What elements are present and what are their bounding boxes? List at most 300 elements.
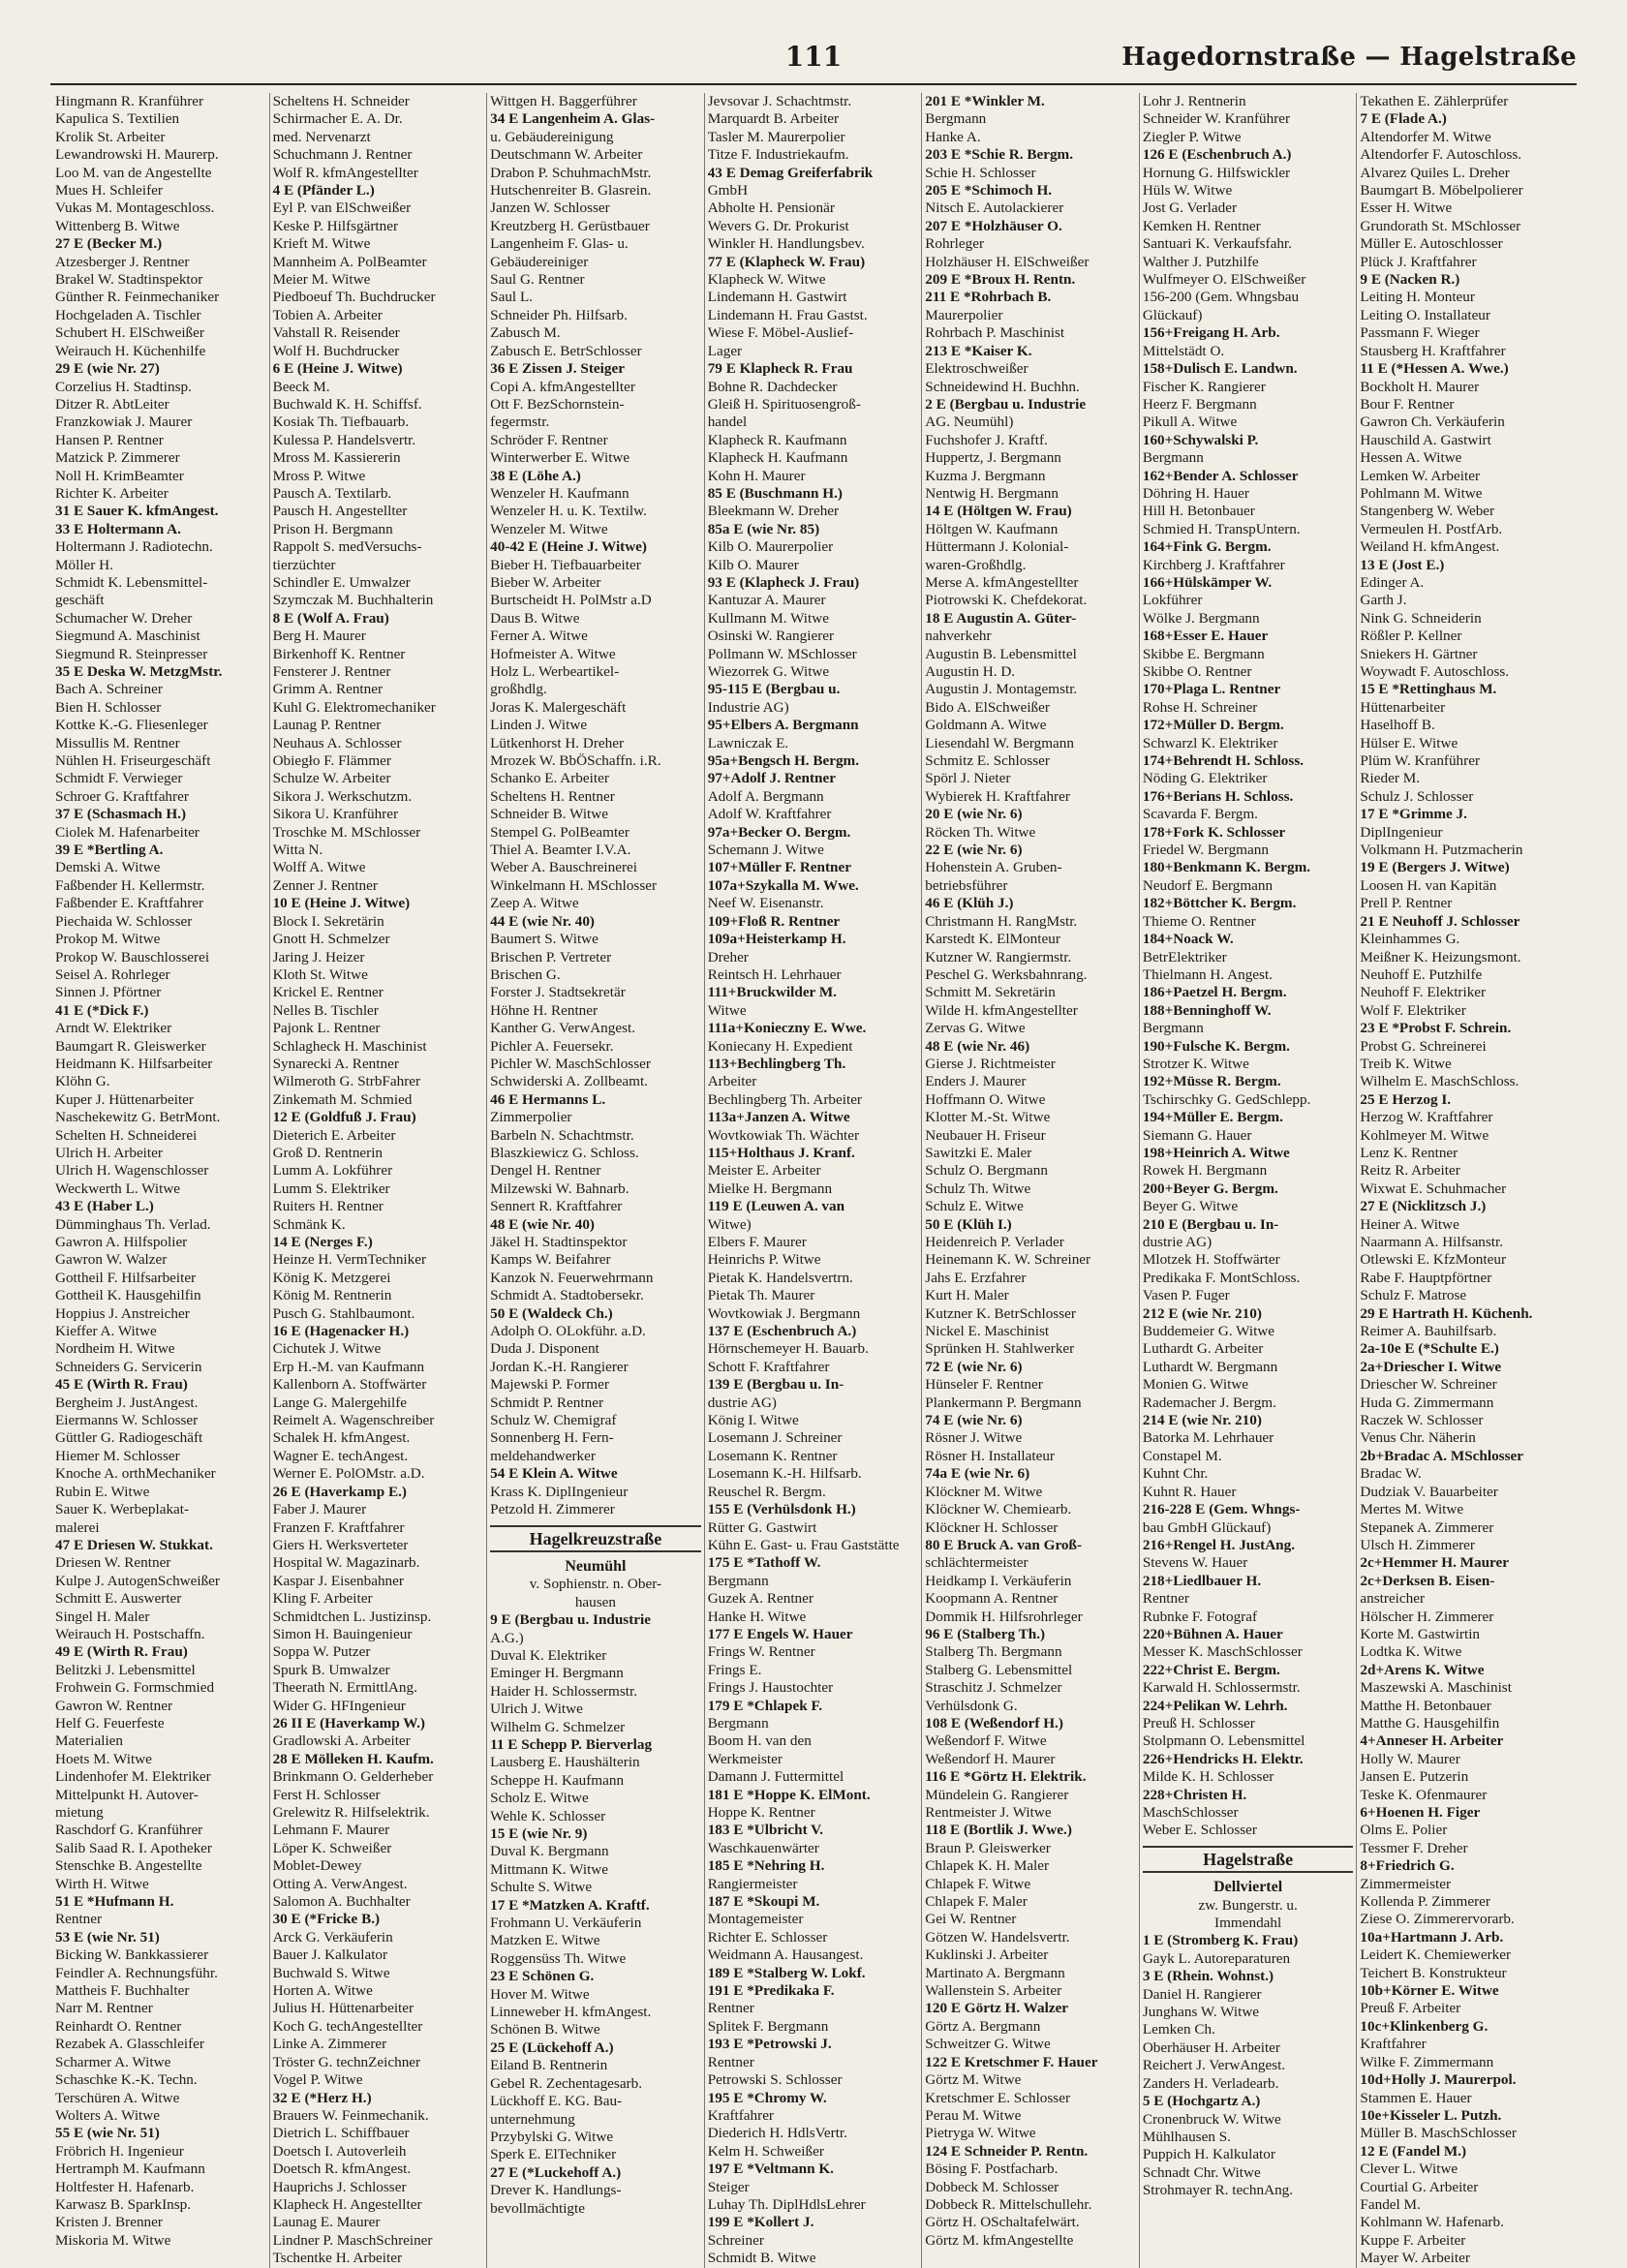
resident-entry: Pusch G. Stahlbaumont. [272,1304,415,1322]
resident-entry: Arndt W. Elektriker [55,1020,172,1037]
resident-entry: Witta N. [272,842,323,859]
resident-entry: Hülser E. Witwe [1360,734,1458,751]
resident-entry: Strohmayer R. technAng. [1142,2182,1294,2199]
resident-entry: Petrowski S. Schlosser [707,2071,843,2089]
resident-entry: Siegmund A. Maschinist [55,628,200,645]
resident-entry: Rappolt S. medVersuchs- [272,538,422,556]
resident-entry: Heinze H. VermTechniker [272,1251,427,1269]
house-entry: 188+Benninghoff W. [1142,1001,1272,1019]
resident-entry: Weirauch H. Küchenhilfe [55,342,206,359]
resident-entry: Hanke A. [925,128,981,145]
resident-entry: Pietak K. Handelsvertrn. [707,1269,853,1286]
house-entry: 180+Benkmann K. Bergm. [1142,859,1311,876]
resident-entry: Mattheis F. Buchhalter [55,1982,190,2000]
house-entry: 9 E (Nacken R.) [1360,271,1460,289]
resident-entry: Klöckner M. Witwe [925,1483,1043,1500]
resident-entry: Frohwein G. Formschmied [55,1679,215,1697]
resident-entry: Lausberg E. Haushälterin [490,1754,640,1771]
resident-entry: Schalek H. kfmAngest. [272,1429,411,1447]
resident-entry: Lager [707,342,743,359]
resident-entry: Rademacher J. Bergm. [1142,1394,1276,1411]
resident-entry: Holtermann J. Radiotechn. [55,538,213,556]
house-entry: 187 E *Skoupi M. [707,1893,820,1911]
resident-entry: Clever L. Witwe [1360,2161,1458,2178]
resident-entry: dustrie AG) [707,1394,777,1411]
resident-entry: u. Gebäudereinigung [490,128,614,145]
house-entry: 209 E *Broux H. Rentn. [925,271,1076,289]
resident-entry: Groß D. Rentnerin [272,1144,384,1161]
resident-entry: Kleinhammes G. [1360,931,1460,948]
resident-entry: Elektroschweißer [925,360,1028,378]
resident-entry: Forster J. Stadtsekretär [490,984,626,1001]
resident-entry: Stammen E. Hauer [1360,2089,1472,2106]
resident-entry: Kantuzar A. Maurer [707,592,826,609]
resident-entry: Nickel E. Maschinist [925,1323,1050,1340]
resident-entry: Hohenstein A. Gruben- [925,859,1062,876]
resident-entry: Gawron A. Hilfspolier [55,1234,188,1250]
resident-entry: Beyer G. Witwe [1142,1198,1239,1215]
house-entry: 113+Bechlingberg Th. [707,1055,846,1072]
resident-entry: Schott F. Kraftfahrer [707,1358,830,1375]
resident-entry: geschäft [55,592,105,609]
resident-entry: Zeep A. Witwe [490,895,579,912]
house-entry: 139 E (Bergbau u. In- [707,1376,844,1394]
resident-entry: großhdlg. [490,681,547,698]
resident-entry: Heidmann K. Hilfsarbeiter [55,1055,213,1072]
resident-entry: Schönen B. Witwe [490,2021,600,2038]
resident-entry: Hauprichs J. Schlosser [272,2178,407,2195]
resident-entry: Majewski P. Former [490,1376,609,1394]
resident-entry: Linden J. Witwe [490,717,588,734]
resident-entry: Schneider W. Kranführer [1142,110,1291,128]
resident-entry: Hüls W. Witwe [1142,182,1233,199]
house-entry: 198+Heinrich A. Witwe [1142,1144,1290,1161]
resident-entry: Kling F. Arbeiter [272,1590,373,1608]
resident-entry: Schulz E. Witwe [925,1198,1024,1215]
house-entry: 33 E Holtermann A. [55,520,181,537]
resident-entry: Hessen A. Witwe [1360,449,1462,467]
house-entry: 168+Esser E. Hauer [1142,628,1269,645]
resident-entry: Volkmann H. Putzmacherin [1360,842,1523,859]
resident-entry: Nordheim H. Witwe [55,1340,175,1358]
resident-entry: Gawron Ch. Verkäuferin [1360,414,1505,431]
resident-entry: Werkmeister [707,1750,783,1767]
resident-entry: Scavarda F. Bergm. [1142,806,1258,823]
running-head: Hagedornstraße — Hagelstraße [1121,43,1577,72]
resident-entry: Schmidt K. Lebensmittel- [55,573,208,591]
resident-entry: Wulfmeyer O. ElSchweißer [1142,271,1306,289]
resident-entry: Schlagheck H. Maschinist [272,1037,427,1055]
resident-entry: Schneiders G. Servicerin [55,1358,202,1375]
resident-entry: Linke A. Zimmerer [272,2036,387,2053]
resident-entry: Kottke K.-G. Fliesenleger [55,717,208,734]
resident-entry: Titze F. Industriekaufm. [707,146,849,164]
resident-entry: Plück J. Kraftfahrer [1360,253,1477,270]
resident-entry: Wovtkowiak Th. Wächter [707,1126,860,1144]
house-entry: 201 E *Winkler M. [925,93,1045,109]
resident-entry: Lindenhofer M. Elektriker [55,1768,211,1786]
resident-entry: Loosen H. van Kapitän [1360,876,1497,894]
house-entry: 186+Paetzel H. Bergm. [1142,984,1287,1001]
resident-entry: med. Nervenarzt [272,128,371,145]
resident-entry: Edinger A. [1360,573,1425,591]
resident-entry: Kanzok N. Feuerwehrmann [490,1269,654,1286]
resident-entry: Adolph O. OLokführ. a.D. [490,1323,646,1340]
resident-entry: Wolf R. kfmAngestellter [272,164,418,181]
resident-entry: Zinkemath M. Schmied [272,1090,413,1108]
resident-entry: Heiner A. Witwe [1360,1215,1459,1233]
resident-entry: Otting A. VerwAngest. [272,1875,408,1892]
resident-entry: Kuklinski J. Arbeiter [925,1946,1049,1964]
resident-entry: Kuhnt R. Hauer [1142,1483,1237,1500]
resident-entry: Wevers G. Dr. Prokurist [707,217,849,234]
resident-entry: Christmann H. RangMstr. [925,912,1078,930]
resident-entry: Friedel W. Bergmann [1142,842,1269,859]
resident-entry: Kraftfahrer [1360,2036,1427,2053]
resident-entry: Courtial G. Arbeiter [1360,2178,1479,2195]
resident-entry: Dreher [707,948,749,965]
house-entry: 10 E (Heine J. Witwe) [272,895,411,912]
resident-entry: Wenzeler M. Witwe [490,520,608,537]
resident-entry: Schmitz E. Schlosser [925,752,1050,770]
house-entry: 43 E (Haber L.) [55,1198,154,1215]
resident-entry: Bergmann [925,110,987,128]
resident-entry: Ferst H. Schlosser [272,1786,381,1803]
resident-entry: Rohse H. Schreiner [1142,698,1258,716]
house-entry: 189 E *Stalberg W. Lokf. [707,1964,866,1981]
resident-entry: Schubert H. ElSchweißer [55,324,204,342]
house-entry: 181 E *Hoppe K. ElMont. [707,1786,871,1803]
resident-entry: Marquardt B. Arbeiter [707,110,840,128]
resident-entry: Rowek H. Bergmann [1142,1162,1268,1180]
resident-entry: Lange G. Malergehilfe [272,1394,408,1411]
resident-entry: Krolik St. Arbeiter [55,128,166,145]
resident-entry: Milde K. H. Schlosser [1142,1768,1274,1786]
resident-entry: Eiermanns W. Schlosser [55,1412,199,1429]
resident-entry: Troschke M. MSchlosser [272,823,421,841]
house-entry: 26 II E (Haverkamp W.) [272,1714,425,1732]
resident-entry: Görtz H. OSchaltafelwärt. [925,2214,1080,2231]
resident-entry: Pausch A. Textilarb. [272,484,392,502]
house-entry: 174+Behrendt H. Schloss. [1142,752,1305,770]
resident-entry: Kohn H. Maurer [707,467,806,484]
resident-entry: Vasen P. Fuger [1142,1287,1230,1304]
resident-entry: Schindler E. Umwalzer [272,573,411,591]
resident-entry: Schmied H. TranspUntern. [1142,520,1301,537]
house-entry: 179 E *Chlapek F. [707,1697,823,1714]
resident-entry: Wilhelm G. Schmelzer [490,1718,626,1735]
resident-entry: Perau M. Witwe [925,2106,1022,2124]
street-section-note: Immendahl [1214,1915,1282,1932]
resident-entry: Schroer G. Kraftfahrer [55,787,189,805]
resident-entry: Lütkenhorst H. Dreher [490,734,625,751]
resident-entry: Berg H. Maurer [272,628,366,645]
house-entry: 14 E (Nerges F.) [272,1234,373,1250]
house-entry: 50 E (Waldeck Ch.) [490,1304,613,1322]
resident-entry: Hanke H. Witwe [707,1608,807,1625]
resident-entry: Weßendorf H. Maurer [925,1750,1056,1767]
resident-entry: Skibbe O. Rentner [1142,663,1252,680]
resident-entry: Kemken H. Rentner [1142,217,1261,234]
house-entry: 200+Beyer G. Bergm. [1142,1180,1278,1197]
resident-entry: Simon H. Bauingenieur [272,1625,413,1642]
resident-entry: Schulz J. Schlosser [1360,787,1474,805]
resident-entry: Chlapek K. H. Maler [925,1857,1050,1875]
resident-entry: Brinkmann O. Gelderheber [272,1768,434,1786]
resident-entry: Mertes M. Witwe [1360,1501,1464,1518]
resident-entry: Junghans W. Witwe [1142,2004,1260,2021]
resident-entry: Wider G. HFIngenieur [272,1697,406,1714]
house-entry: 4 E (Pfänder L.) [272,182,375,199]
house-entry: 119 E (Leuwen A. van [707,1198,845,1215]
house-entry: 38 E (Löhe A.) [490,467,581,484]
resident-entry: Schmitt E. Auswerter [55,1590,182,1608]
resident-entry: Sniekers H. Gärtner [1360,645,1478,662]
resident-entry: Tekathen E. Zählerprüfer [1360,93,1509,109]
resident-entry: Schie H. Schlosser [925,164,1036,181]
resident-entry: Weiland H. kfmAngest. [1360,538,1500,556]
resident-entry: Doetsch I. Autoverleih [272,2142,407,2160]
resident-entry: Sauer K. Werbeplakat- [55,1501,190,1518]
resident-entry: Korte M. Gastwirtin [1360,1625,1481,1642]
house-entry: 14 E (Höltgen W. Frau) [925,503,1072,520]
resident-entry: Klapheck R. Kaufmann [707,431,847,448]
resident-entry: Wolf H. Buchdrucker [272,342,400,359]
resident-entry: Karstedt K. ElMonteur [925,931,1060,948]
resident-entry: Stevens W. Hauer [1142,1554,1248,1572]
resident-entry: Kohlmann W. Hafenarb. [1360,2214,1504,2231]
resident-entry: Winkelmann H. MSchlosser [490,876,658,894]
resident-entry: Preuß F. Arbeiter [1360,2000,1461,2017]
house-entry: 7 E (Flade A.) [1360,110,1447,128]
house-entry: 190+Fulsche K. Bergm. [1142,1037,1290,1055]
resident-entry: Boom H. van den [707,1732,812,1750]
resident-entry: Haselhoff B. [1360,717,1435,734]
house-entry: 29 E (wie Nr. 27) [55,360,160,378]
resident-entry: Mühlhausen S. [1142,2128,1231,2145]
house-entry: 4+Anneser H. Arbeiter [1360,1732,1504,1750]
house-entry: 2b+Bradac A. MSchlosser [1360,1447,1523,1464]
house-entry: 17 E *Matzken A. Kraftf. [490,1896,650,1914]
resident-entry: Miskoria M. Witwe [55,2231,171,2249]
resident-entry: Schnadt Chr. Witwe [1142,2163,1261,2181]
house-entry: 176+Berians H. Schloss. [1142,787,1294,805]
district-heading: Neumühl [565,1557,627,1575]
resident-entry: Zimmermeister [1360,1875,1452,1892]
resident-entry: tierzüchter [272,556,336,573]
resident-entry: Horten A. Witwe [272,1982,373,2000]
house-entry: 27 E (Nicklitzsch J.) [1360,1198,1487,1215]
house-entry: 226+Hendricks H. Elektr. [1142,1750,1304,1767]
house-entry: 50 E (Klüh I.) [925,1215,1012,1233]
resident-entry: Pajonk L. Rentner [272,1020,381,1037]
resident-entry: Klapheck H. Angestellter [272,2195,422,2213]
resident-entry: Matzken E. Witwe [490,1932,600,1949]
resident-entry: Luthardt G. Arbeiter [1142,1340,1264,1358]
resident-entry: Kelm H. Schweißer [707,2142,824,2160]
resident-entry: Treib K. Witwe [1360,1055,1452,1072]
resident-entry: Rieder M. [1360,770,1421,787]
resident-entry: Holtfester H. Hafenarb. [55,2178,195,2195]
resident-entry: König K. Metzgerei [272,1269,391,1286]
resident-entry: Pohlmann M. Witwe [1360,484,1483,502]
resident-entry: Bergmann [707,1572,769,1589]
resident-entry: Nöding G. Elektriker [1142,770,1268,787]
resident-entry: Spurk B. Umwalzer [272,1661,390,1678]
resident-entry: Reintsch H. Lehrhauer [707,965,842,983]
house-entry: 44 E (wie Nr. 40) [490,912,595,930]
resident-entry: Piedboeuf Th. Buchdrucker [272,289,436,306]
resident-entry: Arbeiter [707,1073,757,1090]
house-entry: 72 E (wie Nr. 6) [925,1358,1023,1375]
resident-entry: Günther R. Feinmechaniker [55,289,220,306]
house-entry: 3 E (Rhein. Wohnst.) [1142,1968,1274,1985]
resident-entry: Teichert B. Konstrukteur [1360,1964,1507,1981]
resident-entry: Götzen W. Handelsvertr. [925,1928,1070,1946]
resident-entry: Kuzma J. Bergmann [925,467,1046,484]
resident-entry: anstreicher [1360,1590,1426,1608]
resident-entry: Stalberg G. Lebensmittel [925,1661,1073,1678]
resident-entry: Missullis M. Rentner [55,734,180,751]
resident-entry: Duda J. Disponent [490,1340,599,1358]
house-entry: 35 E Deska W. MetzgMstr. [55,663,223,680]
resident-entry: Brakel W. Stadtinspektor [55,271,203,289]
resident-entry: Lokführer [1142,592,1203,609]
resident-entry: Wilhelm E. MaschSchloss. [1360,1073,1520,1090]
resident-entry: Dobbeck R. Mittelschullehr. [925,2195,1092,2213]
resident-entry: GmbH [707,182,749,199]
resident-entry: Weckwerth L. Witwe [55,1180,181,1197]
resident-entry: Brischen G. [490,965,561,983]
house-entry: 43 E Demag Greiferfabrik [707,164,874,181]
resident-entry: Langenheim F. Glas- u. [490,235,629,253]
resident-entry: Frohmann U. Verkäuferin [490,1915,642,1932]
resident-entry: Synarecki A. Rentner [272,1055,399,1072]
resident-entry: Bieber H. Tiefbauarbeiter [490,556,641,573]
house-entry: 97a+Becker O. Bergm. [707,823,851,841]
resident-entry: Sikora J. Werkschutzm. [272,787,413,805]
resident-entry: Schreiner [707,2231,764,2249]
resident-entry: Wölke J. Bergmann [1142,609,1260,627]
resident-entry: Güttler G. Radiogeschäft [55,1429,203,1447]
resident-entry: Augustin J. Montagemstr. [925,681,1078,698]
column-1 [52,93,270,2268]
resident-entry: Leidert K. Chemiewerker [1360,1946,1512,1964]
resident-entry: Tröster G. technZeichner [272,2053,421,2070]
house-entry: 40-42 E (Heine J. Witwe) [490,538,647,556]
resident-entry: Sperk E. ElTechniker [490,2146,617,2163]
house-entry: 48 E (wie Nr. 40) [490,1215,595,1233]
resident-entry: Schulte S. Witwe [490,1879,593,1896]
resident-entry: König I. Witwe [707,1412,799,1429]
resident-entry: Prokop M. Witwe [55,931,161,948]
house-entry: 5 E (Hochgartz A.) [1142,2093,1261,2110]
resident-entry: Kilb O. Maurer [707,556,799,573]
house-entry: 203 E *Schie R. Bergm. [925,146,1073,164]
resident-entry: Krieft M. Witwe [272,235,371,253]
resident-entry: Martinato A. Bergmann [925,1964,1065,1981]
resident-entry: Ulrich H. Wagenschlosser [55,1162,209,1180]
resident-entry: Duval K. Elektriker [490,1646,607,1664]
resident-entry: Kulessa P. Handelsvertr. [272,431,416,448]
resident-entry: Klöckner H. Schlosser [925,1518,1059,1536]
resident-entry: Wehle K. Schlosser [490,1807,606,1824]
resident-entry: Merse A. kfmAngestellter [925,573,1079,591]
resident-entry: Tasler M. Maurerpolier [707,128,845,145]
resident-entry: Vahstall R. Reisender [272,324,400,342]
resident-entry: Teske K. Ofenmaurer [1360,1786,1488,1803]
resident-entry: Monien G. Witwe [1142,1376,1249,1394]
resident-entry: DiplIngenieur [1360,823,1443,841]
resident-entry: Mayer W. Arbeiter [1360,2250,1470,2267]
resident-entry: Schanko E. Arbeiter [490,770,609,787]
resident-entry: Kulpe J. AutogenSchweißer [55,1572,220,1589]
resident-entry: Driesen W. Rentner [55,1554,171,1572]
house-entry: 45 E (Wirth R. Frau) [55,1376,188,1394]
house-entry: 30 E (*Fricke B.) [272,1911,381,1928]
resident-entry: Schwiderski A. Zollbeamt. [490,1073,648,1090]
resident-entry: Gierse J. Richtmeister [925,1055,1056,1072]
resident-entry: Meißner K. Heizungsmont. [1360,948,1521,965]
house-entry: 80 E Bruck A. van Groß- [925,1536,1083,1553]
resident-entry: Lindemann H. Gastwirt [707,289,847,306]
resident-entry: Werner E. PolOMstr. a.D. [272,1465,425,1483]
resident-entry: Deutschmann W. Arbeiter [490,146,643,164]
resident-entry: Adolf A. Bergmann [707,787,824,805]
house-entry: 160+Schywalski P. [1142,431,1259,448]
resident-entry: Prison H. Bergmann [272,520,393,537]
resident-entry: Verhülsdonk G. [925,1697,1018,1714]
resident-entry: Maszewski A. Maschinist [1360,1679,1512,1697]
resident-entry: Stalberg Th. Bergmann [925,1643,1062,1661]
resident-entry: Frings J. Haustochter [707,1679,834,1697]
resident-entry: Schulz F. Matrose [1360,1287,1467,1304]
resident-entry: Probst G. Schreinerei [1360,1037,1487,1055]
resident-entry: Leiting H. Monteur [1360,289,1475,306]
resident-entry: Kieffer A. Witwe [55,1323,157,1340]
house-entry: 74 E (wie Nr. 6) [925,1412,1023,1429]
resident-entry: Krickel E. Rentner [272,984,384,1001]
resident-entry: Kallenborn A. Stoffwärter [272,1376,427,1394]
resident-entry: Lohr J. Rentnerin [1142,93,1246,109]
resident-entry: Franzen F. Kraftfahrer [272,1518,405,1536]
resident-entry: Kurt H. Maler [925,1287,1009,1304]
resident-entry: Tschirschky G. GedSchlepp. [1142,1090,1311,1108]
resident-entry: Thiel A. Beamter I.V.A. [490,842,631,859]
house-entry: 113a+Janzen A. Witwe [707,1109,850,1126]
resident-entry: Leiting O. Installateur [1360,306,1490,323]
house-entry: 85a E (wie Nr. 85) [707,520,820,537]
resident-entry: Neuhoff F. Elektriker [1360,984,1487,1001]
resident-entry: Lumm A. Lokführer [272,1162,393,1180]
house-entry: 23 E *Probst F. Schrein. [1360,1020,1512,1037]
resident-entry: Rangiermeister [707,1875,798,1892]
resident-entry: Heidkamp I. Verkäuferin [925,1572,1072,1589]
resident-entry: Holly W. Maurer [1360,1750,1460,1767]
resident-entry: Garth J. [1360,592,1407,609]
house-entry: 85 E (Buschmann H.) [707,484,843,502]
house-entry: 47 E Driesen W. Stukkat. [55,1536,213,1553]
resident-entry: Möller H. [55,556,113,573]
resident-entry: Gottheil F. Hilfsarbeiter [55,1269,197,1286]
resident-entry: Döhring H. Hauer [1142,484,1249,502]
resident-entry: Hüttenarbeiter [1360,698,1446,716]
house-entry: 29 E Hartrath H. Küchenh. [1360,1304,1533,1322]
resident-entry: Scheltens H. Schneider [272,93,410,109]
resident-entry: Zabusch E. BetrSchlosser [490,342,642,359]
resident-entry: dustrie AG) [1142,1234,1213,1250]
house-entry: 205 E *Schimoch H. [925,182,1053,199]
